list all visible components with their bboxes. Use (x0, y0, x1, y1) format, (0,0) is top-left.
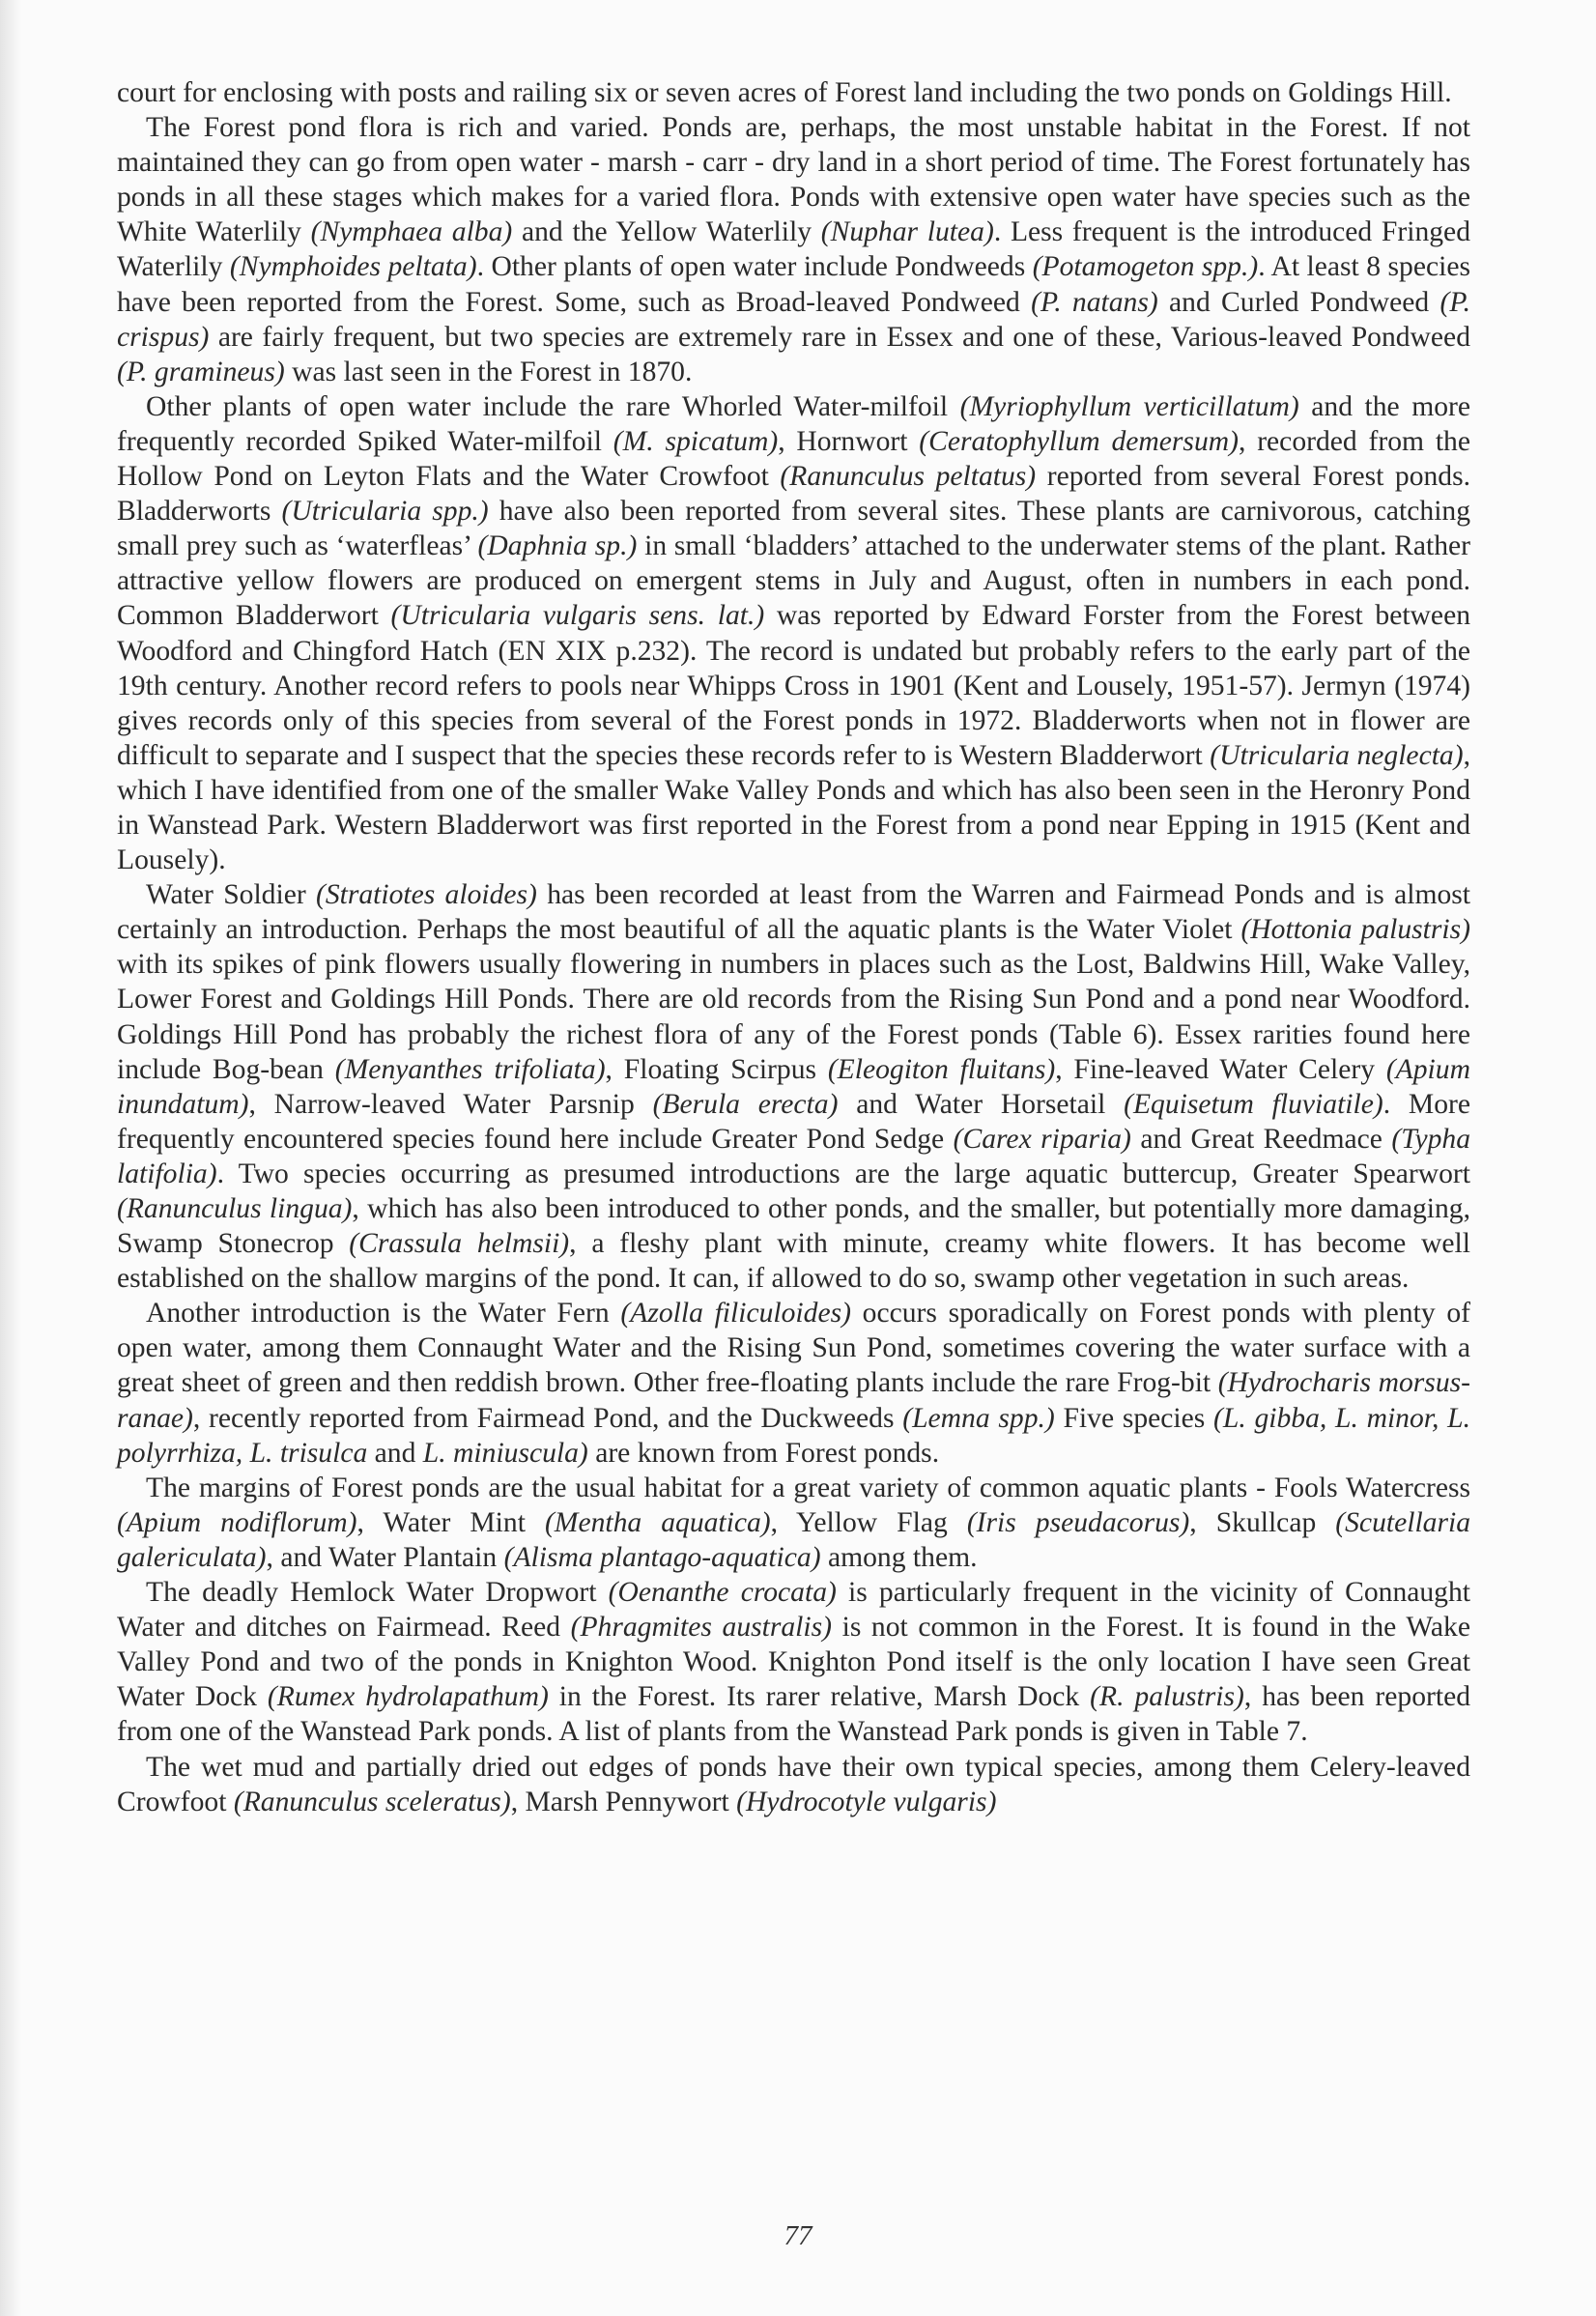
text-run: is not common in the Forest. It is found in the Wake Valley Pond and two of the ponds in Knighton Wood. Knighton Pond itself is the only location I have seen Great Water Dock (117, 1612, 1470, 1713)
text-run: , which I have identified from one of the smaller Wake Valley Ponds and which has also been seen in the Heronry Pond in Wanstead Park. Western Bladderwort was first reported in the Forest from a pond near Epping in 1915 (Kent and Lousely). (117, 739, 1470, 876)
paragraph-4 (117, 877, 1470, 1296)
text-run: The Forest pond flora is rich and varied. Ponds are, perhaps, the most unstable habitat in the Forest. If not maintained they can go from open water - marsh - carr - dry land in a short period of time. The Forest fortunately has ponds in all these stages which makes for a varied flora. Ponds with extensive open water have species such as the White Waterlily (117, 112, 1470, 248)
text-run: was reported by Edward Forster from the Forest between Woodford and Chingford Hatch (EN XIX p.232). The record is undated but probably refers to the early part of the 19th century. Another record refers to pools near Whipps Cross in 1901 (Kent and Lousely, 1951-57). Jermyn (1974) gives records only of this species from several of the Forest ponds in 1972. Bladderworts when not in flower are difficult to separate and I suspect that the species these records refer to is Western Bladderwort (117, 600, 1470, 771)
species-name: (Berula erecta) (652, 1088, 839, 1120)
text-run: have also been reported from several sites. These plants are carnivorous, catching small prey such as ‘waterfleas’ (117, 496, 1471, 562)
text-run: , and Water Plantain (266, 1541, 504, 1573)
species-name: (Nuphar lutea) (820, 216, 994, 248)
species-name: (Nymphoides peltata) (229, 251, 477, 283)
species-name: (Hottonia palustris) (1240, 914, 1470, 946)
text-run: is particularly frequent in the vicinity of Connaught Water and ditches on Fairmead. Reed (117, 1577, 1470, 1644)
species-name: (Ranunculus peltatus) (780, 461, 1037, 493)
paragraph-5 (117, 1296, 1470, 1470)
species-name: (Scutellaria galericulata) (117, 1506, 1470, 1573)
text-run: , Water Mint (356, 1506, 545, 1538)
text-run: , Narrow-leaved Water Parsnip (248, 1088, 653, 1120)
text-run: was last seen in the Forest in 1870. (284, 356, 693, 387)
paragraph-2 (117, 110, 1470, 389)
text-run: , has been reported from one of the Wanstead Park ponds. A list of plants from the Wanstead Park ponds is given in Table 7. (117, 1681, 1471, 1748)
text-run: , Floating Scirpus (605, 1053, 828, 1085)
text-run: . More frequently encountered species found here include Greater Pond Sedge (117, 1088, 1471, 1155)
text-run: The margins of Forest ponds are the usual habitat for a great variety of common aquatic plants - Fools Watercress (146, 1472, 1470, 1503)
species-name: (Typha latifolia) (117, 1123, 1470, 1189)
text-run: The deadly Hemlock Water Dropwort (146, 1577, 609, 1609)
species-name: (Apium nodiflorum) (117, 1506, 357, 1538)
species-name: L. miniuscula) (422, 1437, 588, 1469)
species-name: (Ceratophyllum demersum) (919, 425, 1239, 457)
text-run: Five species (1054, 1402, 1214, 1434)
text-run: , Hornwort (778, 425, 920, 457)
species-name: (P. crispus) (117, 286, 1471, 353)
paragraph-8 (117, 1750, 1470, 1819)
text-run: among them. (820, 1541, 978, 1573)
text-run: , Fine-leaved Water Celery (1055, 1053, 1386, 1085)
text-run: , Marsh Pennywort (510, 1786, 737, 1817)
paragraph-6 (117, 1471, 1470, 1575)
species-name: (Utricularia neglecta) (1210, 739, 1464, 771)
species-name: (M. spicatum) (613, 425, 779, 457)
text-run: reported from several Forest ponds. Bladderworts (117, 461, 1470, 528)
text-run: and Great Reedmace (1130, 1123, 1392, 1155)
text-run: and (367, 1437, 423, 1469)
text-run: in the Forest. Its rarer relative, Marsh Dock (548, 1681, 1091, 1713)
text-run: with its spikes of pink flowers usually flowering in numbers in places such as the Lost, Baldwins Hill, Wake Valley, Lower Forest and Goldings Hill Ponds. There are old records from the Rising Sun Pond and a pond near Woodford. Goldings Hill Pond has probably the richest flora of any of the Forest ponds (Table 6). Essex rarities found here include Bog-bean (117, 949, 1470, 1085)
species-name: (R. palustris) (1090, 1681, 1244, 1713)
text-run: , a fleshy plant with minute, creamy white flowers. It has become well established on the shallow margins of the pond. It can, if allowed to do so, swamp other vegetation in such areas. (117, 1228, 1470, 1295)
text-run: , recently reported from Fairmead Pond, and the Duckweeds (192, 1402, 903, 1434)
text-run: , which has also been introduced to other ponds, and the smaller, but potentially more damaging, Swamp Stonecrop (117, 1193, 1470, 1260)
species-name: (L. gibba, L. minor, L. polyrrhiza, L. trisulca (117, 1402, 1470, 1469)
text-run: . Other plants of open water include Pondweeds (476, 251, 1033, 283)
species-name: (Daphnia sp.) (477, 530, 638, 562)
species-name: (Menyanthes trifoliata) (334, 1053, 606, 1085)
species-name: (Nymphaea alba) (310, 216, 513, 248)
species-name: (Myriophyllum verticillatum) (959, 390, 1299, 422)
species-name: (Azolla filiculoides) (620, 1298, 851, 1330)
text-run: , recorded from the Hollow Pond on Leyton Flats and the Water Crowfoot (117, 425, 1470, 493)
species-name: (Crassula helmsii) (349, 1228, 570, 1260)
species-name: (Rumex hydrolapathum) (267, 1681, 549, 1713)
species-name: (Potamogeton spp.) (1032, 251, 1259, 283)
species-name: (Lemna spp.) (902, 1402, 1055, 1434)
species-name: (Stratiotes aloides) (315, 879, 537, 911)
paragraph-7 (117, 1575, 1470, 1749)
text-run: and Curled Pondweed (1157, 286, 1440, 318)
text-run: . Two species occurring as presumed introductions are the large aquatic buttercup, Greater Spearwort (216, 1158, 1470, 1189)
text-run: and Water Horsetail (838, 1088, 1125, 1120)
text-run: , Yellow Flag (770, 1506, 967, 1538)
text-run: are known from Forest ponds. (587, 1437, 940, 1469)
text-run: and the more frequently recorded Spiked Water-milfoil (117, 390, 1471, 457)
species-name: (Hydrocharis morsus-ranae) (117, 1367, 1470, 1434)
species-name: (Ranunculus sceleratus) (233, 1786, 511, 1817)
body-text (117, 75, 1470, 1819)
text-run: has been recorded at least from the Warren and Fairmead Ponds and is almost certainly an introduction. Perhaps the most beautiful of all the aquatic plants is the Water Violet (117, 879, 1470, 946)
species-name: (Oenanthe crocata) (608, 1577, 837, 1609)
text-run: Another introduction is the Water Fern (146, 1298, 621, 1330)
species-name: (Hydrocotyle vulgaris) (736, 1786, 997, 1817)
species-name: (Utricularia spp.) (281, 496, 489, 528)
text-run: Water Soldier (146, 879, 316, 911)
paragraph-3 (117, 389, 1470, 877)
text-run: , Skullcap (1189, 1506, 1336, 1538)
species-name: (Apium inundatum) (117, 1053, 1470, 1120)
species-name: (Mentha aquatica) (544, 1506, 771, 1538)
species-name: (Equisetum fluviatile) (1124, 1088, 1383, 1120)
text-run: in small ‘bladders’ attached to the underwater stems of the plant. Rather attractive yellow flowers are produced on emergent stems in July and August, often in numbers in each pond. Common Bladderwort (117, 530, 1470, 632)
species-name: (Eleogiton fluitans) (827, 1053, 1056, 1085)
text-run: occurs sporadically on Forest ponds with plenty of open water, among them Connaught Water and the Rising Sun Pond, sometimes covering the water surface with a great sheet of green and then reddish brown. Other free-floating plants include the rare Frog-bit (117, 1298, 1470, 1399)
text-run: . At least 8 species have been reported from the Forest. Some, such as Broad-leaved Pondweed (117, 251, 1470, 318)
species-name: (Utricularia vulgaris sens. lat.) (390, 600, 765, 632)
text-run: The wet mud and partially dried out edges of ponds have their own typical species, among them Celery-leaved Crowfoot (117, 1751, 1470, 1817)
species-name: (P. natans) (1031, 286, 1158, 318)
text-run: Other plants of open water include the rare Whorled Water-milfoil (146, 390, 960, 422)
page-edge-shadow (0, 0, 21, 2316)
page-number: 77 (784, 2220, 812, 2251)
species-name: (P. gramineus) (117, 356, 285, 387)
text-run: and the Yellow Waterlily (512, 216, 821, 248)
text-run: . Less frequent is the introduced Fringed Waterlily (117, 216, 1470, 283)
species-name: (Iris pseudacorus) (966, 1506, 1190, 1538)
species-name: (Carex riparia) (953, 1123, 1131, 1155)
text-run: court for enclosing with posts and railing six or seven acres of Forest land including the two ponds on Goldings Hill. (117, 77, 1452, 108)
species-name: (Alisma plantago-aquatica) (503, 1541, 821, 1573)
paragraph-1 (117, 75, 1470, 110)
species-name: (Phragmites australis) (570, 1612, 832, 1644)
text-run: are fairly frequent, but two species are extremely rare in Essex and one of these, Various-leaved Pondweed (209, 321, 1470, 353)
species-name: (Ranunculus lingua) (117, 1193, 353, 1224)
